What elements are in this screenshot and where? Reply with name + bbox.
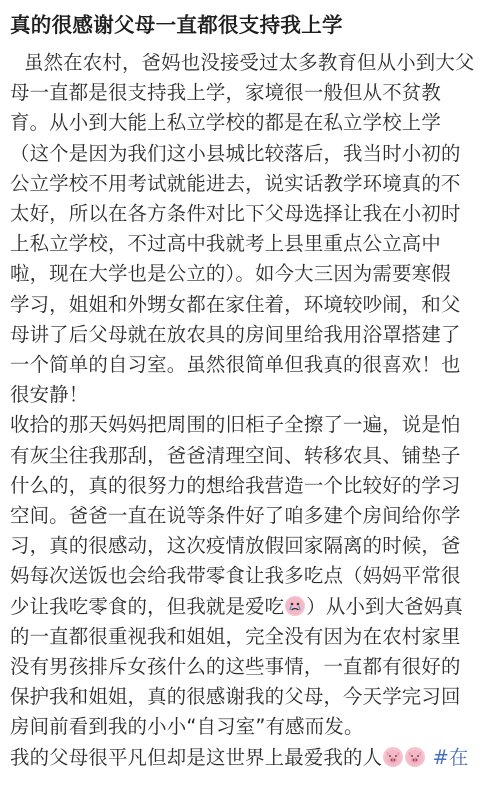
text-line: 啦，现在大学也是公立的）。如今大三因为需要寒假 bbox=[10, 262, 451, 286]
text-line: 虽然在农村，爸妈也没接受过太多教育但从小到大父 bbox=[24, 51, 475, 74]
text-line: 公立学校不用考试就能进去，说实话教学环境真的不 bbox=[10, 171, 461, 195]
text-line: 房间前看到我的小小“自习室”有感而发。 bbox=[10, 715, 364, 739]
pig-face-icon bbox=[405, 747, 425, 767]
text-segment: 少让我吃零食的，但我就是爱吃 bbox=[10, 594, 285, 618]
text-line: 什么的，真的很努力的想给我营造一个比较好的学习 bbox=[10, 473, 461, 497]
pig-face-icon bbox=[383, 747, 403, 767]
crying-face-icon bbox=[285, 596, 305, 616]
text-line-with-emoji bbox=[10, 743, 494, 773]
text-line: 空间。爸爸一直在说等条件好了咱多建个房间给你学 bbox=[10, 504, 461, 528]
text-line: 没有男孩排斥女孩什么的这些事情，一直都有很好的 bbox=[10, 655, 461, 679]
text-line-with-emoji bbox=[10, 592, 494, 622]
text-line: 育。从小到大能上私立学校的都是在私立学校上学 bbox=[10, 111, 441, 135]
text-line: 有灰尘往我那刮，爸爸清理空间、转移农具、铺垫子 bbox=[10, 443, 461, 467]
text-line: 上私立学校，不过高中我就考上县里重点公立高中 bbox=[10, 232, 441, 256]
text-line: 妈每次送饭也会给我带零食让我多吃点（妈妈平常很 bbox=[10, 564, 461, 588]
text-line: 的一直都很重视我和姐姐，完全没有因为在农村家里 bbox=[10, 624, 461, 648]
text-segment: ）从小到大爸妈真 bbox=[306, 594, 464, 618]
post-title: 真的很感谢父母一直都很支持我上学 bbox=[10, 13, 343, 37]
hashtag-link[interactable]: #在 bbox=[432, 745, 469, 769]
text-line: （这个是因为我们这小县城比较落后，我当时小初的 bbox=[10, 141, 461, 165]
text-line: 母讲了后父母就在放农具的房间里给我用浴罩搭建了 bbox=[10, 322, 461, 346]
post-paragraph-1 bbox=[10, 48, 494, 410]
text-line: 母一直都是很支持我上学，家境很一般但从不贫教 bbox=[10, 81, 441, 105]
text-line: 习，真的很感动，这次疫情放假回家隔离的时候，爸 bbox=[10, 534, 461, 558]
text-line: 很安静！ bbox=[10, 383, 89, 407]
text-line: 一个简单的自习室。虽然很简单但我真的很喜欢！也 bbox=[10, 353, 461, 377]
text-line: 学习，姐姐和外甥女都在家住着，环境较吵闹，和父 bbox=[10, 292, 461, 316]
post-paragraph-2 bbox=[10, 410, 494, 742]
text-line: 保护我和姐姐，真的很感谢我的父母，今天学完习回 bbox=[10, 685, 461, 709]
text-segment: 我的父母很平凡但却是这世界上最爱我的人 bbox=[10, 745, 383, 769]
text-line: 收拾的那天妈妈把周围的旧柜子全擦了一遍，说是怕 bbox=[10, 413, 461, 437]
post-closing bbox=[10, 743, 494, 773]
text-line: 太好，所以在各方条件对比下父母选择让我在小初时 bbox=[10, 202, 461, 226]
